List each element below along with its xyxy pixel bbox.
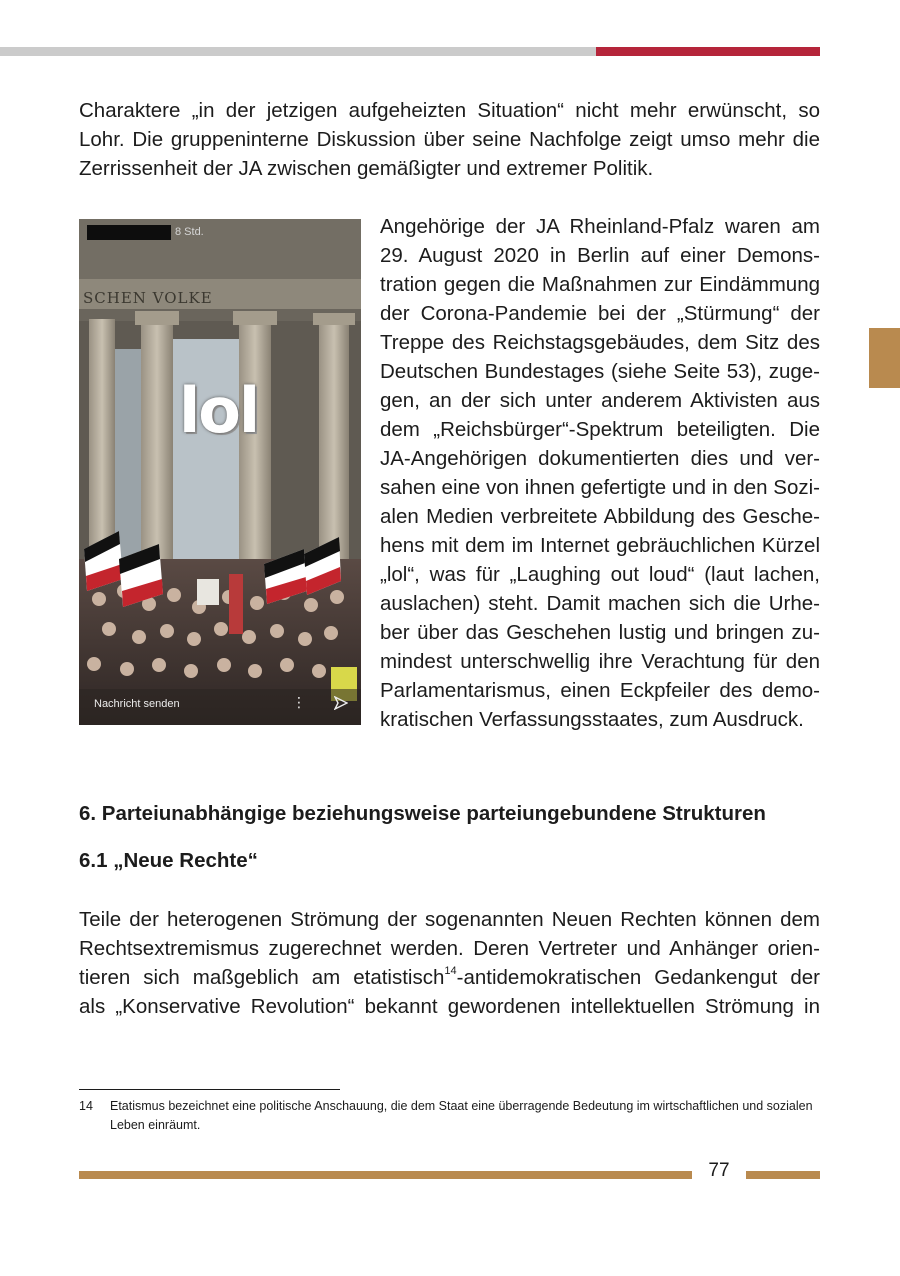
footnote-number: 14 bbox=[79, 1099, 93, 1113]
description-line: Treppe des Reichstagsgebäudes, dem Sitz des bbox=[380, 331, 820, 354]
description-line: dem „Reichsbürger“-Spektrum beteiligten. Die bbox=[380, 418, 820, 441]
lol-sticker-text: lol bbox=[179, 374, 259, 447]
intro-line: Lohr. Die gruppeninterne Diskussion über seine Nachfolge zeigt umso mehr die bbox=[79, 128, 820, 151]
description-line: „lol“, was für „Laughing out loud“ (laut lachen, bbox=[380, 563, 820, 586]
message-field-placeholder: Nachricht senden bbox=[94, 698, 180, 710]
description-line: kratischen Verfassungsstaates, zum Ausdruck. bbox=[380, 708, 804, 731]
body-line: Teile der heterogenen Strömung der sogenannten Neuen Rechten können dem bbox=[79, 908, 820, 931]
footer-rule-right bbox=[746, 1171, 820, 1179]
intro-paragraph bbox=[79, 96, 820, 183]
footnote-reference[interactable]: 14 bbox=[444, 965, 457, 978]
footer-rule-left bbox=[79, 1171, 692, 1179]
figure-description-paragraph bbox=[380, 212, 820, 734]
subsection-heading: 6.1 „Neue Rechte“ bbox=[79, 849, 258, 872]
building-inscription: SCHEN VOLKE bbox=[83, 289, 213, 307]
intro-line: Zerrissenheit der JA zwischen gemäßigter und extremer Politik. bbox=[79, 157, 654, 180]
intro-line: Charaktere „in der jetzigen aufgeheizten Situation“ nicht mehr erwünscht, so bbox=[79, 99, 820, 122]
more-options-icon: ⋮ bbox=[292, 694, 306, 710]
description-line: Angehörige der JA Rheinland-Pfalz waren am bbox=[380, 215, 820, 238]
footnote-divider bbox=[79, 1089, 340, 1090]
header-rule-gray bbox=[0, 47, 596, 56]
description-line: auslachen) steht. Damit machen sich die Urhe- bbox=[380, 592, 820, 615]
description-line: sahen eine von ihnen gefertigte und in den Sozi- bbox=[380, 476, 820, 499]
story-timestamp: 8 Std. bbox=[175, 226, 204, 238]
description-line: Deutschen Bundestages (siehe Seite 53), zuge- bbox=[380, 360, 820, 383]
description-line: gen, an der sich unter anderem Aktivisten aus bbox=[380, 389, 820, 412]
redaction-bar bbox=[87, 225, 171, 240]
description-line: alen Medien verbreitete Abbildung des Gesche- bbox=[380, 505, 820, 528]
reichstag-protest-photo bbox=[79, 219, 361, 725]
description-line: 29. August 2020 in Berlin auf einer Demons- bbox=[380, 244, 820, 267]
description-line: JA-Angehörigen dokumentierten dies und ver- bbox=[380, 447, 820, 470]
footnote-text: Etatismus bezeichnet eine politische Anschauung, die dem Staat eine überragende Bedeutung im wirtschaftlichen und sozialen Leben einräumt. bbox=[110, 1099, 813, 1132]
body-paragraph bbox=[79, 905, 820, 1021]
send-icon bbox=[334, 696, 348, 710]
chapter-side-tab bbox=[869, 328, 900, 388]
description-line: mindest unterschwellig ihre Verachtung für den bbox=[380, 650, 820, 673]
description-line: Parlamentarismus, einen Eckpfeiler des demo- bbox=[380, 679, 820, 702]
body-text: -antidemokratischen Gedankengut der bbox=[456, 966, 820, 989]
body-line: Rechtsextremismus zugerechnet werden. Deren Vertreter und Anhänger orien- bbox=[79, 937, 820, 960]
page-number: 77 bbox=[708, 1160, 730, 1181]
header-rule-red bbox=[596, 47, 820, 56]
description-line: ber über das Geschehen lustig und bringen zu- bbox=[380, 621, 820, 644]
description-line: der Corona-Pandemie bei der „Stürmung“ der bbox=[380, 302, 820, 325]
description-line: hens mit dem im Internet gebräuchlichen Kürzel bbox=[380, 534, 820, 557]
section-heading: 6. Parteiunabhängige beziehungsweise parteiungebundene Strukturen bbox=[79, 802, 766, 825]
description-line: tration gegen die Maßnahmen zur Eindämmung bbox=[380, 273, 820, 296]
body-line bbox=[79, 963, 820, 992]
body-text: tieren sich maßgeblich am etatistisch bbox=[79, 966, 445, 989]
body-line: als „Konservative Revolution“ bekannt gewordenen intellektuellen Strömung in bbox=[79, 995, 820, 1018]
